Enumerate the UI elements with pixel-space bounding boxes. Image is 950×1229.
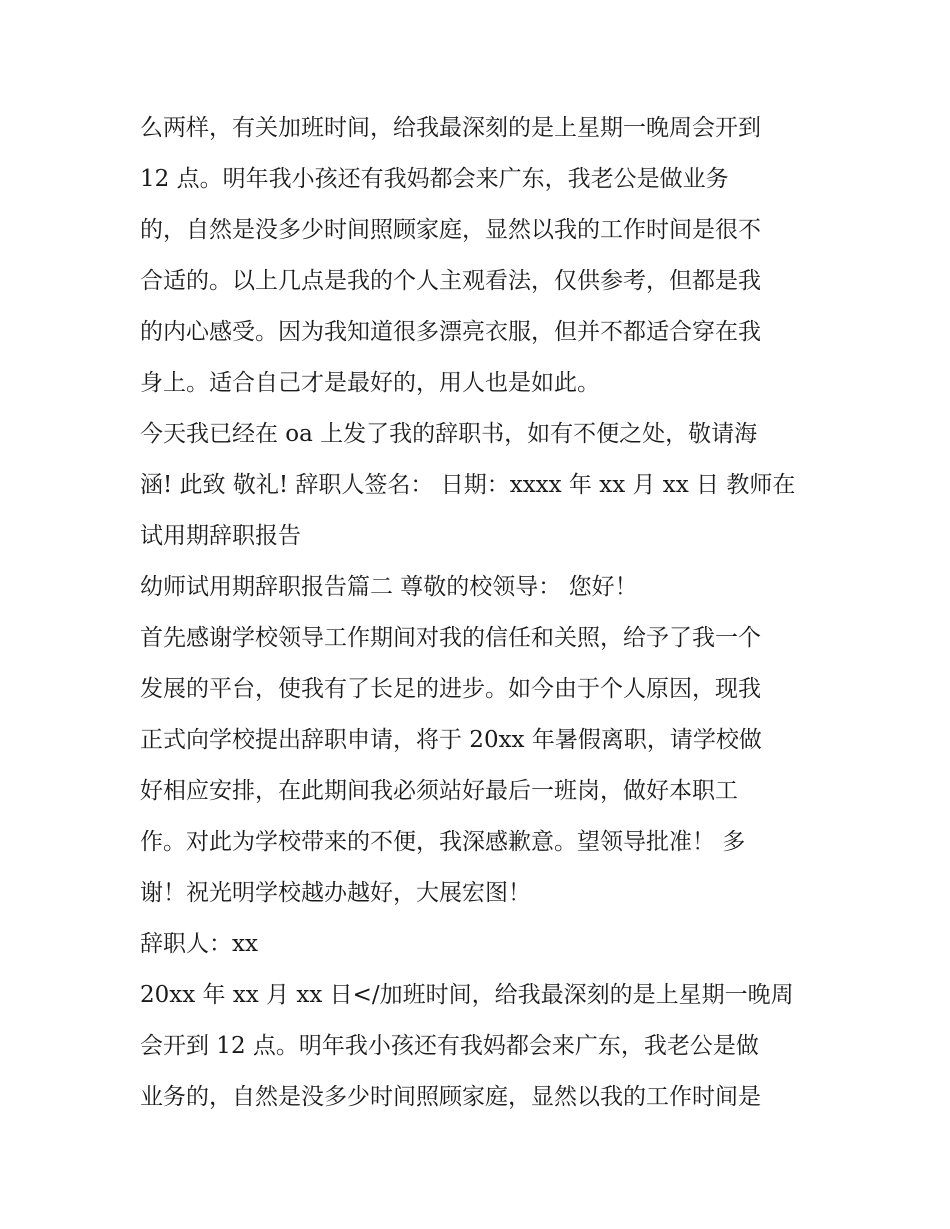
text-line: 今天我已经在 oa 上发了我的辞职书，如有不便之处，敬请海 bbox=[140, 421, 758, 447]
document-body bbox=[140, 103, 820, 1123]
text-line: 20xx 年 xx 月 xx 日</加班时间，给我最深刻的是上星期一晚周 bbox=[140, 982, 794, 1008]
text-line: 12 点。明年我小孩还有我妈都会来广东，我老公是做业务 bbox=[140, 166, 729, 192]
signature-line: 辞职人：xx bbox=[140, 931, 258, 957]
text-line: 的内心感受。因为我知道很多漂亮衣服，但并不都适合穿在我 bbox=[140, 319, 761, 345]
text-line: 业务的，自然是没多少时间照顾家庭，显然以我的工作时间是 bbox=[140, 1084, 761, 1110]
text-line: 的，自然是没多少时间照顾家庭，显然以我的工作时间是很不 bbox=[140, 217, 761, 243]
text-line: 身上。适合自己才是最好的，用人也是如此。 bbox=[140, 370, 600, 396]
text-line: 试用期辞职报告 bbox=[140, 523, 301, 549]
text-line: 谢！祝光明学校越办越好，大展宏图！ bbox=[140, 880, 531, 906]
text-line: 涵! 此致 敬礼! 辞职人签名： 日期：xxxx 年 xx 月 xx 日 教师在 bbox=[140, 472, 796, 498]
text-line: 作。对此为学校带来的不便，我深感歉意。望领导批准！ 多 bbox=[140, 829, 746, 855]
text-line: 好相应安排，在此期间我必须站好最后一班岗，做好本职工 bbox=[140, 778, 738, 804]
text-line: 合适的。以上几点是我的个人主观看法，仅供参考，但都是我 bbox=[140, 268, 761, 294]
text-line: 会开到 12 点。明年我小孩还有我妈都会来广东，我老公是做 bbox=[140, 1033, 759, 1059]
text-line: 么两样，有关加班时间，给我最深刻的是上星期一晚周会开到 bbox=[140, 115, 761, 141]
text-line: 发展的平台，使我有了长足的进步。如今由于个人原因，现我 bbox=[140, 676, 761, 702]
text-line: 首先感谢学校领导工作期间对我的信任和关照，给予了我一个 bbox=[140, 625, 761, 651]
section-heading-line: 幼师试用期辞职报告篇二 尊敬的校领导： 您好！ bbox=[140, 574, 638, 600]
text-line: 正式向学校提出辞职申请，将于 20xx 年暑假离职，请学校做 bbox=[140, 727, 762, 753]
